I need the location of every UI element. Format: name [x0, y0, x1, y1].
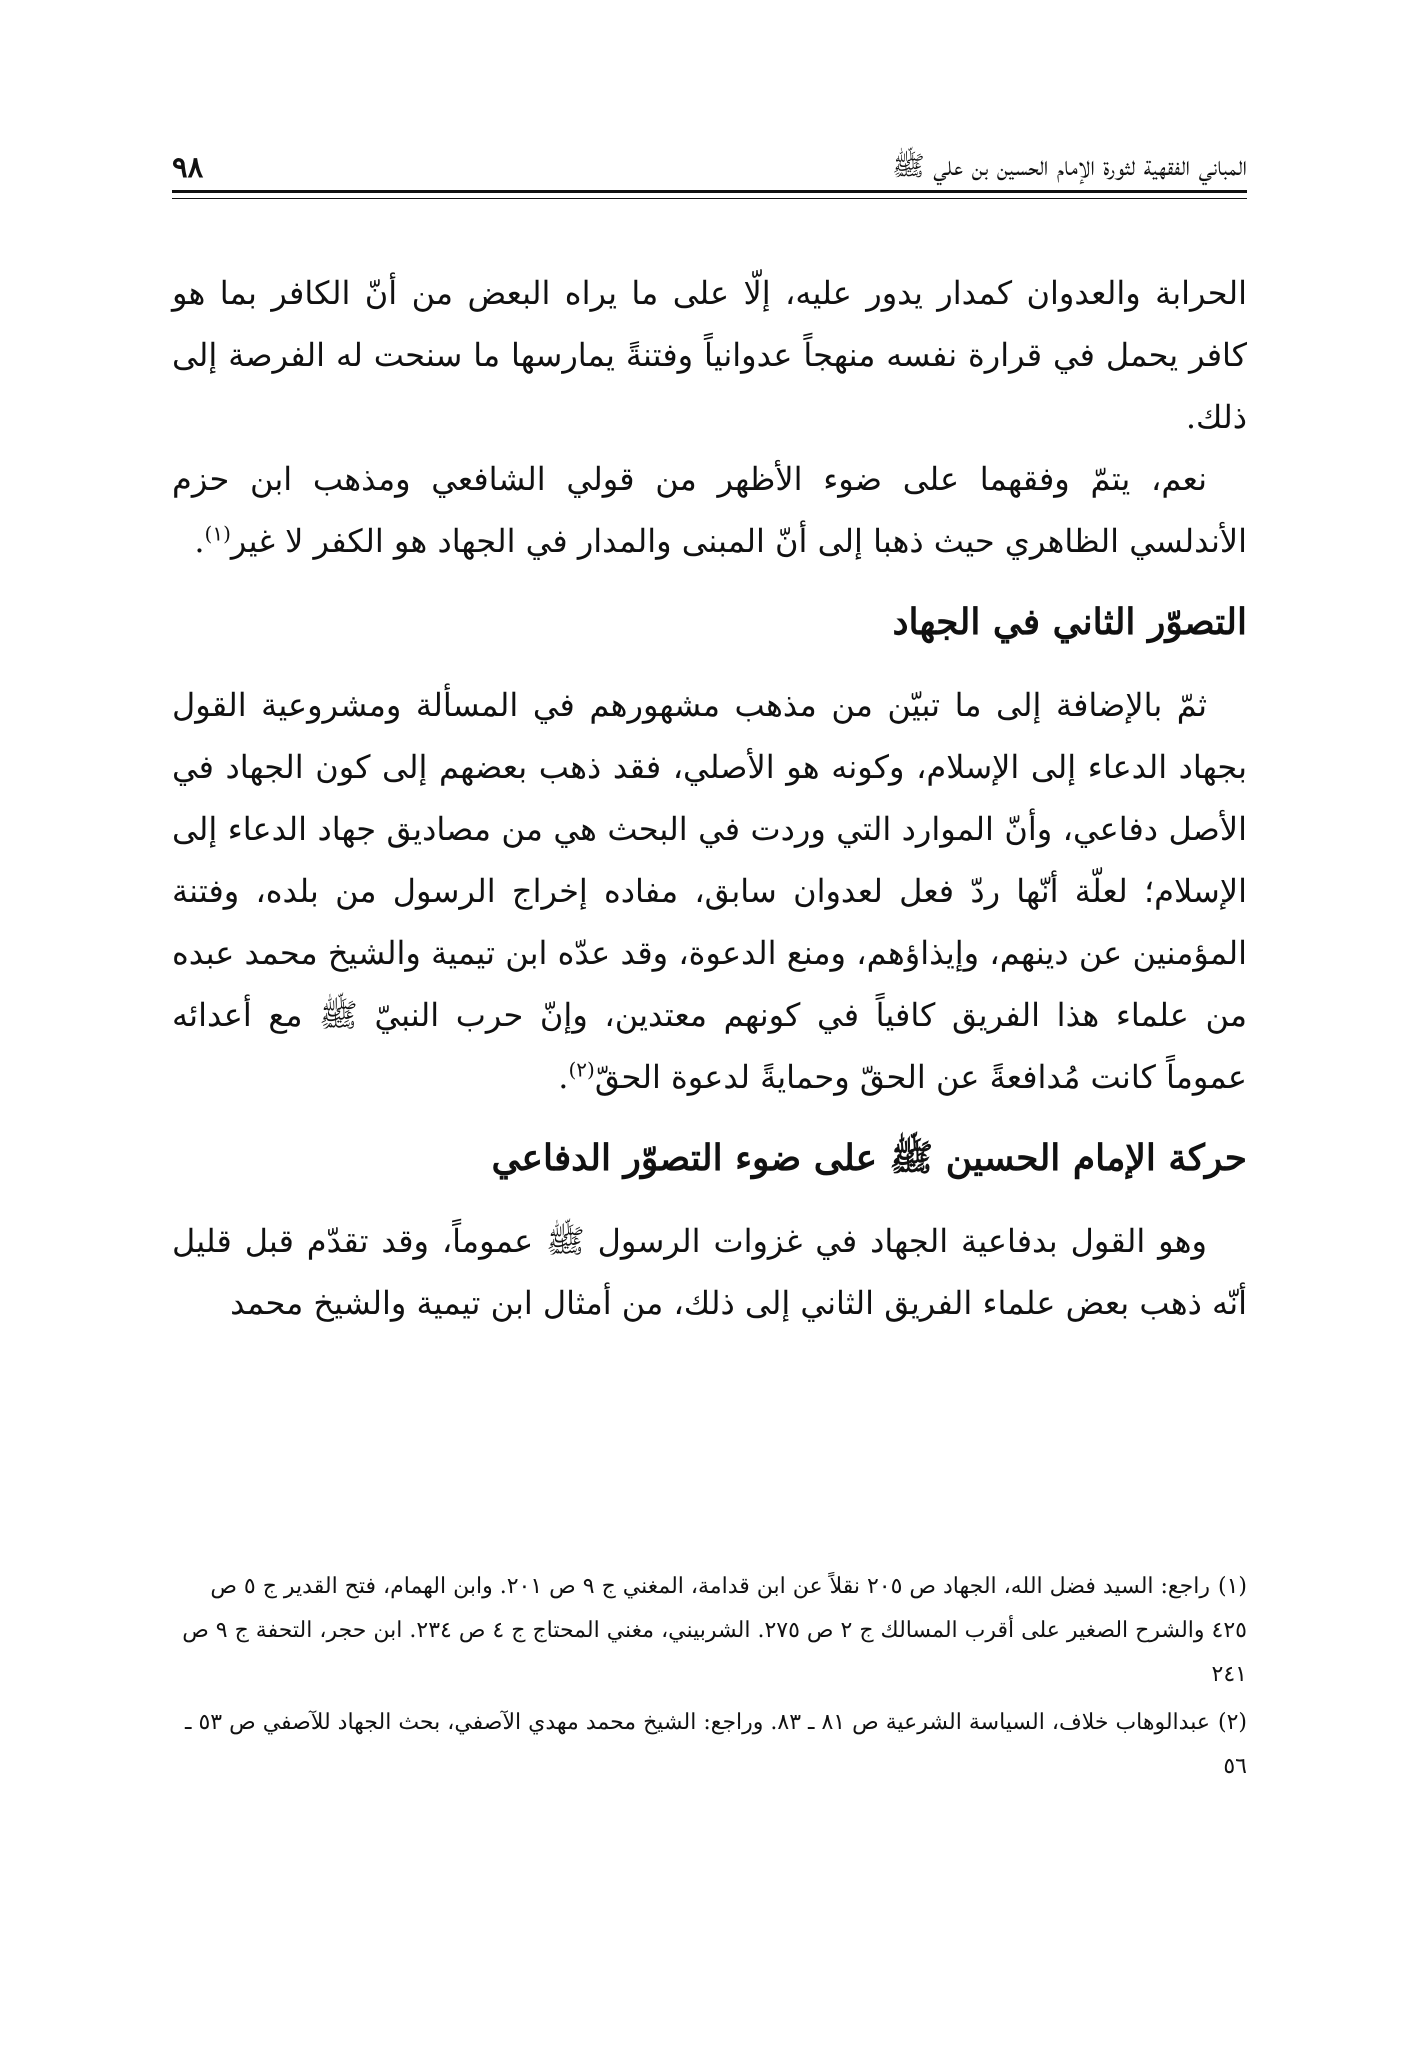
running-title: المباني الفقهية لثورة الإمام الحسين بن علي ﷺ [892, 151, 1247, 182]
footnote-1 [172, 1565, 1247, 1697]
paragraph-1 [172, 262, 1247, 448]
footnote-2 [172, 1701, 1247, 1789]
footnote-2-number: (٢) [1217, 1710, 1247, 1735]
footnote-1-number: (١) [1217, 1574, 1247, 1599]
paragraph-2-text: نعم، يتمّ وفقهما على ضوء الأظهر من قولي الشافعي ومذهب ابن حزم الأندلسي الظاهري حيث ذهبا إلى أنّ المبنى والمدار في الجهاد هو الكفر لا غير [172, 460, 1247, 560]
page-number: ٩٨ [172, 150, 204, 184]
footnote-2-text: عبدالوهاب خلاف، السياسة الشرعية ص ٨١ ـ ٨٣. وراجع: الشيخ محمد مهدي الآصفي، بحث الجهاد للآصفي ص ٥٣ ـ ٥٦ [185, 1710, 1247, 1779]
footnote-1-text: راجع: السيد فضل الله، الجهاد ص ٢٠٥ نقلاً عن ابن قدامة، المغني ج ٩ ص ٢٠١. وابن الهمام، فتح القدير ج ٥ ص ٤٢٥ والشرح الصغير على أقرب المسالك ج ٢ ص ٢٧٥. الشربيني، مغني المحتاج ج ٤ ص ٢٣٤. ابن حجر، التحفة ج ٩ ص ٢٤١ [182, 1574, 1247, 1687]
footnote-ref-2[interactable]: (٢) [568, 1057, 595, 1082]
page-header [172, 132, 1247, 184]
paragraph-3: ثمّ بالإضافة إلى ما تبيّن من مذهب مشهورهم في المسألة ومشروعية القول بجهاد الدعاء إلى الإسلام، وكونه هو الأصلي، فقد ذهب بعضهم إلى كون الجهاد في الأصل دفاعي، وأنّ الموارد التي وردت في البحث هي من مصاديق جهاد الدعاء إلى الإسلام؛ لعلّة أنّها ردّ فعل لعدوان سابق، مفاده إخراج الرسول من بلده، وفتنة المؤمنين عن دينهم، وإيذاؤهم، ومنع الدعوة، وقد عدّه ابن تيمية والشيخ محمد عبده من علماء هذا الفريق كافياً في كونهم معتدين، وإنّ حرب النبيّ ﷺ مع أعدائه عموماً كانت مُدافعةً عن الحقّ وحمايةً لدعوة الحقّ$^{(٢)}$. [172, 686, 1248, 1096]
header-rule-thin [172, 198, 1247, 199]
section-heading-husayn-movement: حركة الإمام الحسين ﷺ على ضوء التصوّر الدفاعي [491, 1137, 1247, 1179]
section-heading-second-concept: التصوّر الثاني في الجهاد [892, 601, 1247, 643]
paragraph-4-text: وهو القول بدفاعية الجهاد في غزوات الرسول ﷺ عموماً، وقد تقدّم قبل قليل أنّه ذهب بعض علماء الفريق الثاني إلى ذلك، من أمثال ابن تيمية والشيخ محمد [172, 1222, 1247, 1322]
footnote-ref-1[interactable]: (١) [204, 521, 231, 546]
paragraph-4 [172, 1210, 1247, 1334]
main-text [172, 262, 1247, 1334]
paragraph-1-text: الحرابة والعدوان كمدار يدور عليه، إلّا على ما يراه البعض من أنّ الكافر بما هو كافر يحمل في قرارة نفسه منهجاً عدوانياً وفتنةً يمارسها ما سنحت له الفرصة إلى ذلك. [172, 274, 1247, 436]
header-rule-thick [172, 190, 1247, 193]
footnotes [172, 1565, 1247, 1793]
paragraph-3-text: ثمّ بالإضافة إلى ما تبيّن من مذهب مشهورهم في المسألة ومشروعية القول بجهاد الدعاء إلى الإسلام، وكونه هو الأصلي، فقد ذهب بعضهم إلى كون الجهاد في الأصل دفاعي، وأنّ الموارد التي وردت في البحث هي من مصاديق جهاد الدعاء إلى الإسلام؛ لعلّة أنّها ردّ فعل لعدوان سابق، مفاده إخراج الرسول من بلده، وفتنة المؤمنين عن دينهم، وإيذاؤهم، ومنع الدعوة، وقد عدّه ابن تيمية والشيخ محمد عبده من علماء هذا الفريق كافياً في كونهم معتدين، وإنّ حرب النبيّ ﷺ مع أعدائه عموماً كانت مُدافعةً عن الحقّ وحمايةً لدعوة الحقّ [172, 686, 1248, 1096]
paragraph-2: نعم، يتمّ وفقهما على ضوء الأظهر من قولي الشافعي ومذهب ابن حزم الأندلسي الظاهري حيث ذهبا إلى أنّ المبنى والمدار في الجهاد هو الكفر لا غير$^{(١)}$. [172, 460, 1247, 560]
